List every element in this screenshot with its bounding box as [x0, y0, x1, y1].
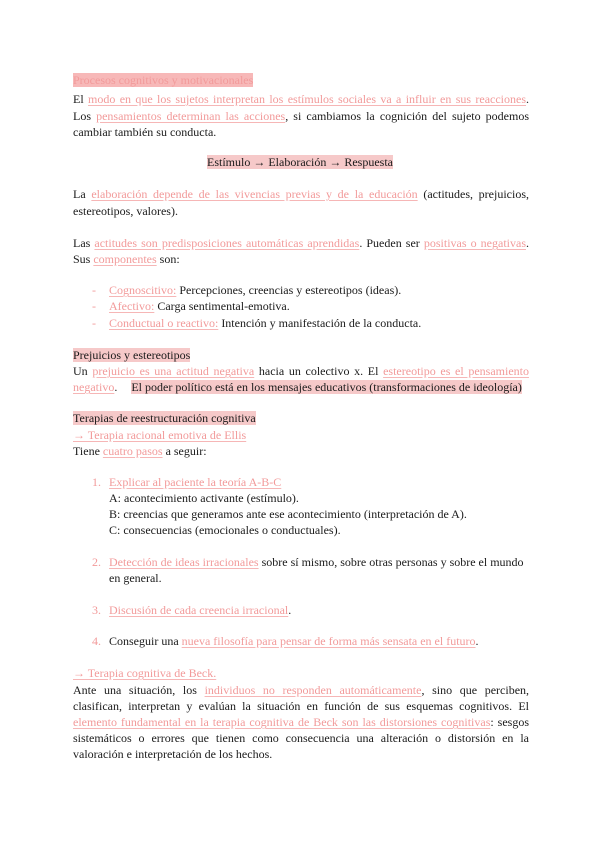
step-1-b: B: creencias que generamos ante ese acontecimiento (interpretación de A).	[109, 507, 467, 521]
highlighted-sentence: El poder político está en los mensajes educativos (transformaciones de ideología)	[131, 380, 522, 394]
underlined-phrase: pensamientos determinan las acciones	[96, 109, 286, 123]
prejuicios-line-1	[73, 363, 529, 379]
componente-label: Cognoscitivo:	[109, 283, 177, 297]
text: Las	[73, 236, 95, 250]
heading-text: Terapias de reestructuración cognitiva	[73, 411, 256, 425]
text: .	[288, 603, 292, 617]
step-number: 2.	[92, 555, 101, 569]
underlined-phrase: elaboración depende de las vivencias previas y de la educación	[91, 187, 418, 201]
ellis-heading	[73, 427, 246, 443]
text: Ante una situación, los	[73, 683, 205, 697]
flow-highlight: Estímulo → Elaboración → Respuesta	[207, 155, 393, 169]
bullet-marker: -	[92, 299, 96, 313]
text: Conseguir una	[109, 634, 182, 648]
text: son:	[156, 252, 180, 266]
beck-line-5: valoración e interpretación de los hechos.	[73, 747, 273, 761]
bullet-marker: -	[92, 316, 96, 330]
intro-line-3: cambiar también su conducta.	[73, 125, 217, 139]
text: .	[526, 92, 530, 106]
underlined-phrase: negativo	[73, 380, 115, 394]
text: . Pueden ser	[359, 236, 424, 250]
step-2-line-2: en general.	[109, 571, 162, 585]
underlined-phrase: Discusión de cada creencia irracional	[109, 603, 289, 617]
text: Los	[73, 109, 97, 123]
underlined-phrase: actitudes son predisposiciones automáticas aprendidas	[94, 236, 360, 250]
text: El	[73, 92, 89, 106]
step-1-c: C: consecuencias (emocionales o conductuales).	[109, 523, 341, 537]
componente-label: Afectivo:	[109, 299, 155, 313]
intro-line-2	[73, 108, 529, 124]
underlined-phrase: cuatro pasos	[102, 444, 163, 458]
bullet-marker: -	[92, 283, 96, 297]
componente-item	[109, 282, 401, 298]
underlined-phrase: nueva filosofía para pensar de forma más sensata en el futuro	[181, 634, 476, 648]
flow-line	[0, 154, 600, 170]
underlined-phrase: Explicar al paciente la teoría A-B-C	[109, 475, 282, 489]
beck-line-1	[73, 682, 529, 698]
text: , si cambiamos la cognición del sujeto podemos	[285, 109, 530, 123]
componente-text: Intención y manifestación de la conducta.	[218, 316, 422, 330]
beck-line-4: sistemáticos o errores que tienen como consecuencia una alteración o distorsión en la	[73, 731, 529, 745]
elaboracion-line-1	[73, 186, 529, 202]
text: : sesgos	[490, 715, 529, 729]
underlined-phrase: elemento fundamental en la terapia cognitiva de Beck son las distorsiones cognitivas	[73, 715, 491, 729]
actitudes-line-1	[73, 235, 529, 251]
text: hacia un colectivo x. El	[254, 364, 384, 378]
underlined-phrase: modo en que los sujetos interpretan los estímulos sociales va a influir en sus reacciones	[88, 92, 527, 106]
step-1	[109, 474, 281, 490]
text: Tiene	[73, 444, 103, 458]
text: a seguir:	[162, 444, 207, 458]
step-3	[109, 602, 291, 618]
actitudes-line-2	[73, 251, 180, 267]
underlined-phrase: componentes	[93, 252, 157, 266]
section-title	[73, 72, 253, 88]
text: , sino que perciben,	[421, 683, 530, 697]
step-number: 4.	[92, 634, 101, 648]
tiene-line	[73, 443, 207, 459]
underlined-phrase: Detección de ideas irracionales	[109, 555, 259, 569]
underlined-phrase: estereotipo es el pensamiento	[383, 364, 530, 378]
componente-text: Percepciones, creencias y estereotipos (ideas).	[176, 283, 402, 297]
title-text: Procesos cognitivos y motivacionales	[73, 73, 254, 87]
intro-line-1	[73, 91, 529, 107]
elaboracion-line-2: estereotipos, valores).	[73, 204, 178, 218]
step-number: 3.	[92, 603, 101, 617]
step-1-a: A: acontecimiento activante (estímulo).	[109, 491, 299, 505]
componente-item	[109, 298, 290, 314]
text: .	[114, 380, 118, 394]
underlined-phrase: → Terapia racional emotiva de Ellis	[73, 428, 247, 442]
step-4	[109, 633, 479, 649]
text: sobre sí mismo, sobre otras personas y sobre el mundo	[258, 555, 524, 569]
underlined-phrase: prejuicio es una actitud negativa	[92, 364, 255, 378]
prejuicios-heading	[73, 347, 190, 363]
prejuicios-line-2	[73, 379, 522, 395]
step-number: 1.	[92, 475, 101, 489]
heading-text: Prejuicios y estereotipos	[73, 348, 191, 362]
text: (actitudes, prejuicios,	[417, 187, 530, 201]
underlined-phrase: individuos no responden automáticamente	[204, 683, 422, 697]
text: Un	[73, 364, 93, 378]
text: Sus	[73, 252, 94, 266]
step-2	[109, 554, 524, 570]
text: .	[526, 236, 529, 250]
beck-heading	[73, 665, 216, 681]
componente-text: Carga sentimental-emotiva.	[154, 299, 290, 313]
underlined-phrase: positivas o negativas	[423, 236, 526, 250]
underlined-phrase: → Terapia cognitiva de Beck.	[73, 666, 217, 680]
beck-line-3	[73, 714, 529, 730]
text: La	[73, 187, 92, 201]
componente-item	[109, 315, 421, 331]
terapias-heading	[73, 410, 256, 426]
beck-line-2: clasifican, interpretan y evalúan la situación en función de sus esquemas cognitivos. El	[73, 699, 529, 713]
text: .	[475, 634, 479, 648]
componente-label: Conductual o reactivo:	[109, 316, 219, 330]
